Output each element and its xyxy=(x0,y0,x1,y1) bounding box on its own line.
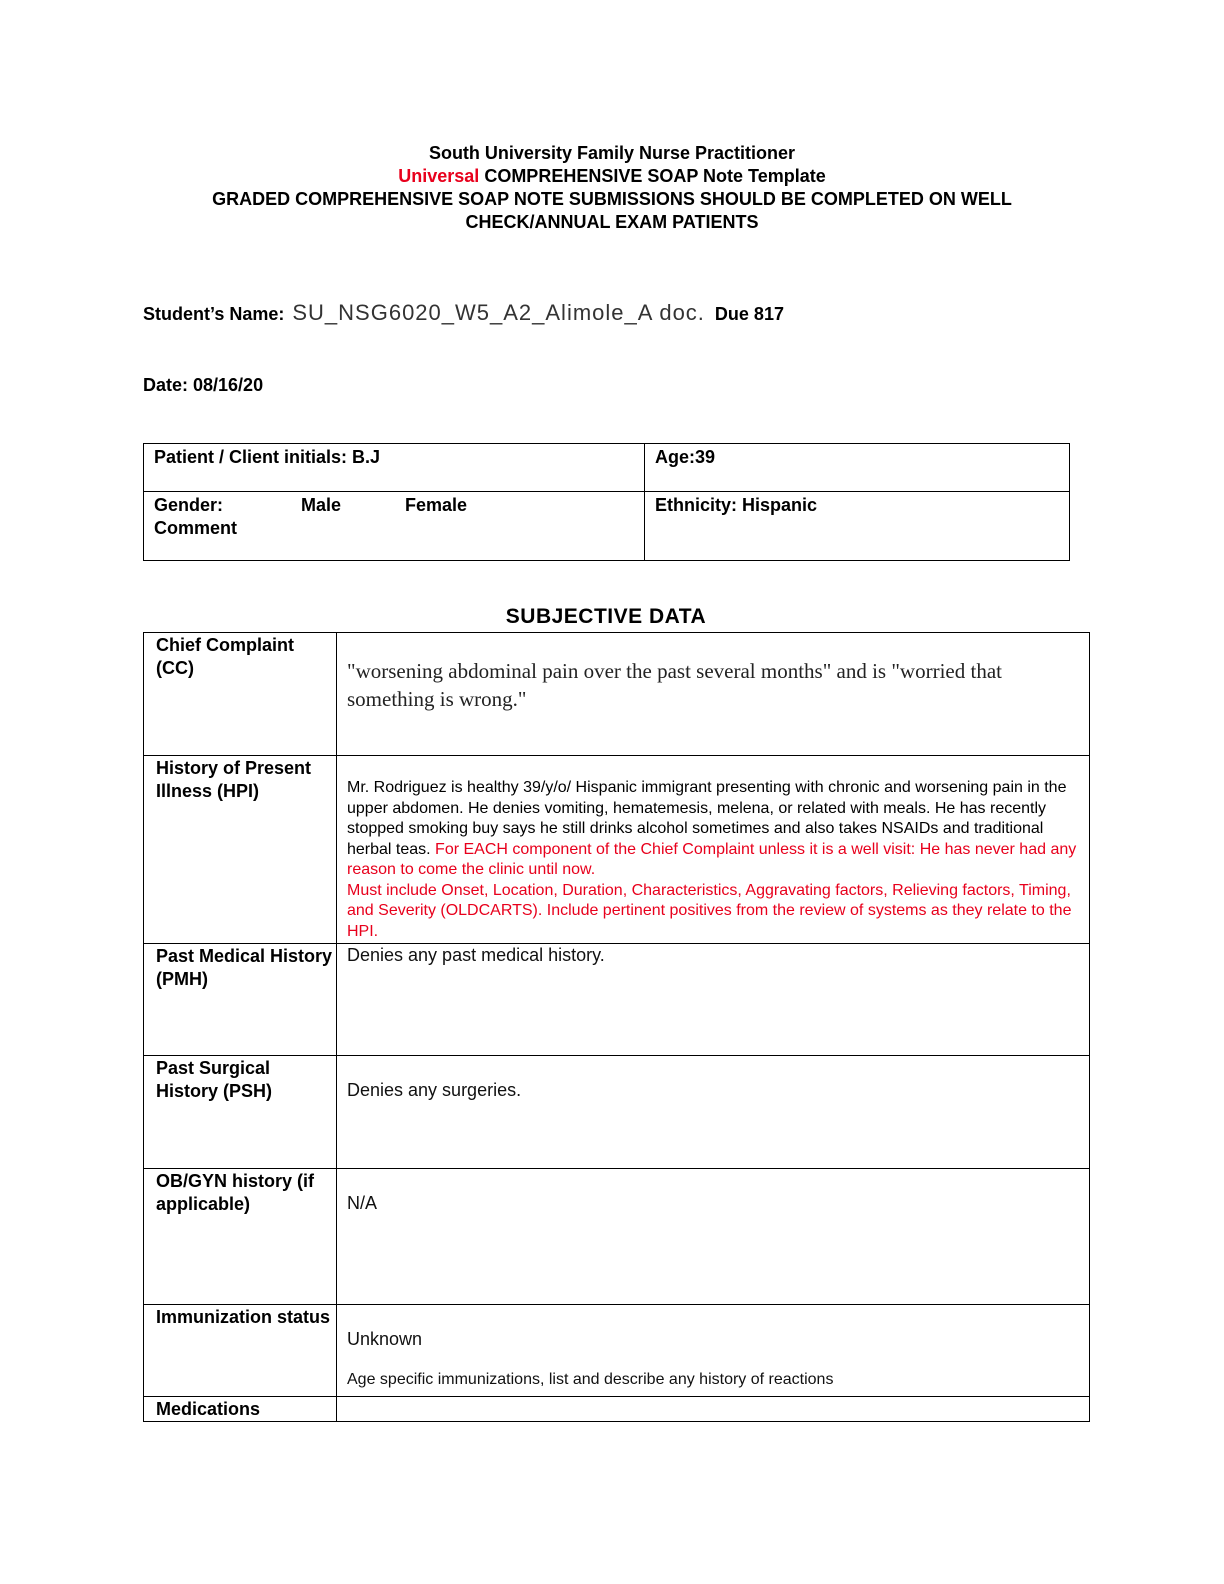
table-row xyxy=(144,944,1090,1056)
cc-label: Chief Complaint (CC) xyxy=(144,633,337,756)
psh-label: Past Surgical History (PSH) xyxy=(144,1056,337,1169)
table-row xyxy=(144,1305,1090,1397)
cc-value: "worsening abdominal pain over the past several months" and is "worried that something is wrong." xyxy=(347,659,1002,711)
hpi-instruction-2: Must include Onset, Location, Duration, Characteristics, Aggravating factors, Relieving factors, Timing, and Severity (OLDCARTS). Include pertinent positives from the review of systems as they relate to the HPI. xyxy=(347,881,1072,940)
gender-female-option: Female xyxy=(405,495,468,515)
table-row xyxy=(144,1169,1090,1305)
immunization-value: Unknown xyxy=(347,1329,423,1349)
patient-gender-cell xyxy=(144,492,645,561)
student-name-label: Student’s Name: xyxy=(143,304,285,324)
header-line-1: South University Family Nurse Practitioner xyxy=(428,143,796,163)
header-universal: Universal xyxy=(398,166,480,186)
pmh-value: Denies any past medical history. xyxy=(347,945,605,965)
obgyn-value-cell xyxy=(337,1169,1090,1305)
document-header xyxy=(0,142,1224,234)
medications-label: Medications xyxy=(144,1397,337,1422)
header-line-3: GRADED COMPREHENSIVE SOAP NOTE SUBMISSIONS SHOULD BE COMPLETED ON WELL xyxy=(212,189,1012,209)
hpi-instruction-1: For EACH component of the Chief Complaint unless it is a well visit: He has never had any reason to come the clinic until now. xyxy=(347,840,1077,878)
table-row xyxy=(144,756,1090,944)
header-template-title: COMPREHENSIVE SOAP Note Template xyxy=(479,166,826,186)
gender-label: Gender: xyxy=(154,495,224,515)
table-row xyxy=(144,1056,1090,1169)
table-row xyxy=(144,633,1090,756)
student-name-value: SU_NSG6020_W5_A2_Alimole_A doc. xyxy=(292,300,705,325)
student-name-line xyxy=(143,300,784,326)
cc-value-cell xyxy=(337,633,1090,756)
immunization-label: Immunization status xyxy=(144,1305,337,1397)
immunization-value-cell xyxy=(337,1305,1090,1397)
immunization-note: Age specific immunizations, list and describe any history of reactions xyxy=(347,1371,834,1388)
patient-age-cell: Age:39 xyxy=(645,444,1070,492)
comment-label: Comment xyxy=(154,518,238,538)
date-line: Date: 08/16/20 xyxy=(143,375,264,395)
subjective-data-table xyxy=(143,632,1090,1422)
gender-male-option: Male xyxy=(301,495,342,515)
psh-value: Denies any surgeries. xyxy=(347,1080,522,1100)
hpi-value xyxy=(347,778,1081,942)
header-line-4: CHECK/ANNUAL EXAM PATIENTS xyxy=(465,212,759,232)
header-line-2 xyxy=(0,165,1224,188)
section-title: SUBJECTIVE DATA xyxy=(505,605,707,628)
patient-ethnicity-cell: Ethnicity: Hispanic xyxy=(645,492,1070,561)
due-note: Due 817 xyxy=(714,304,784,324)
psh-value-cell xyxy=(337,1056,1090,1169)
hpi-label: History of Present Illness (HPI) xyxy=(144,756,337,944)
hpi-narrative: Mr. Rodriguez is healthy 39/y/o/ Hispanic immigrant presenting with chronic and worsening pain in the upper abdomen. He denies vomiting, hematemesis, melena, or related with meals. He has recently stopped smoking buy says he still drinks alcohol sometimes and also takes NSAIDs and traditional herbal teas. xyxy=(347,779,1067,858)
medications-value xyxy=(337,1397,1090,1422)
pmh-label: Past Medical History (PMH) xyxy=(144,944,337,1056)
obgyn-label: OB/GYN history (if applicable) xyxy=(144,1169,337,1305)
hpi-value-cell xyxy=(337,756,1090,944)
table-row xyxy=(144,1397,1090,1422)
patient-initials-cell: Patient / Client initials: B.J xyxy=(144,444,645,492)
patient-info-table xyxy=(143,443,1070,561)
pmh-value-cell xyxy=(337,944,1090,1056)
obgyn-value: N/A xyxy=(347,1193,378,1213)
